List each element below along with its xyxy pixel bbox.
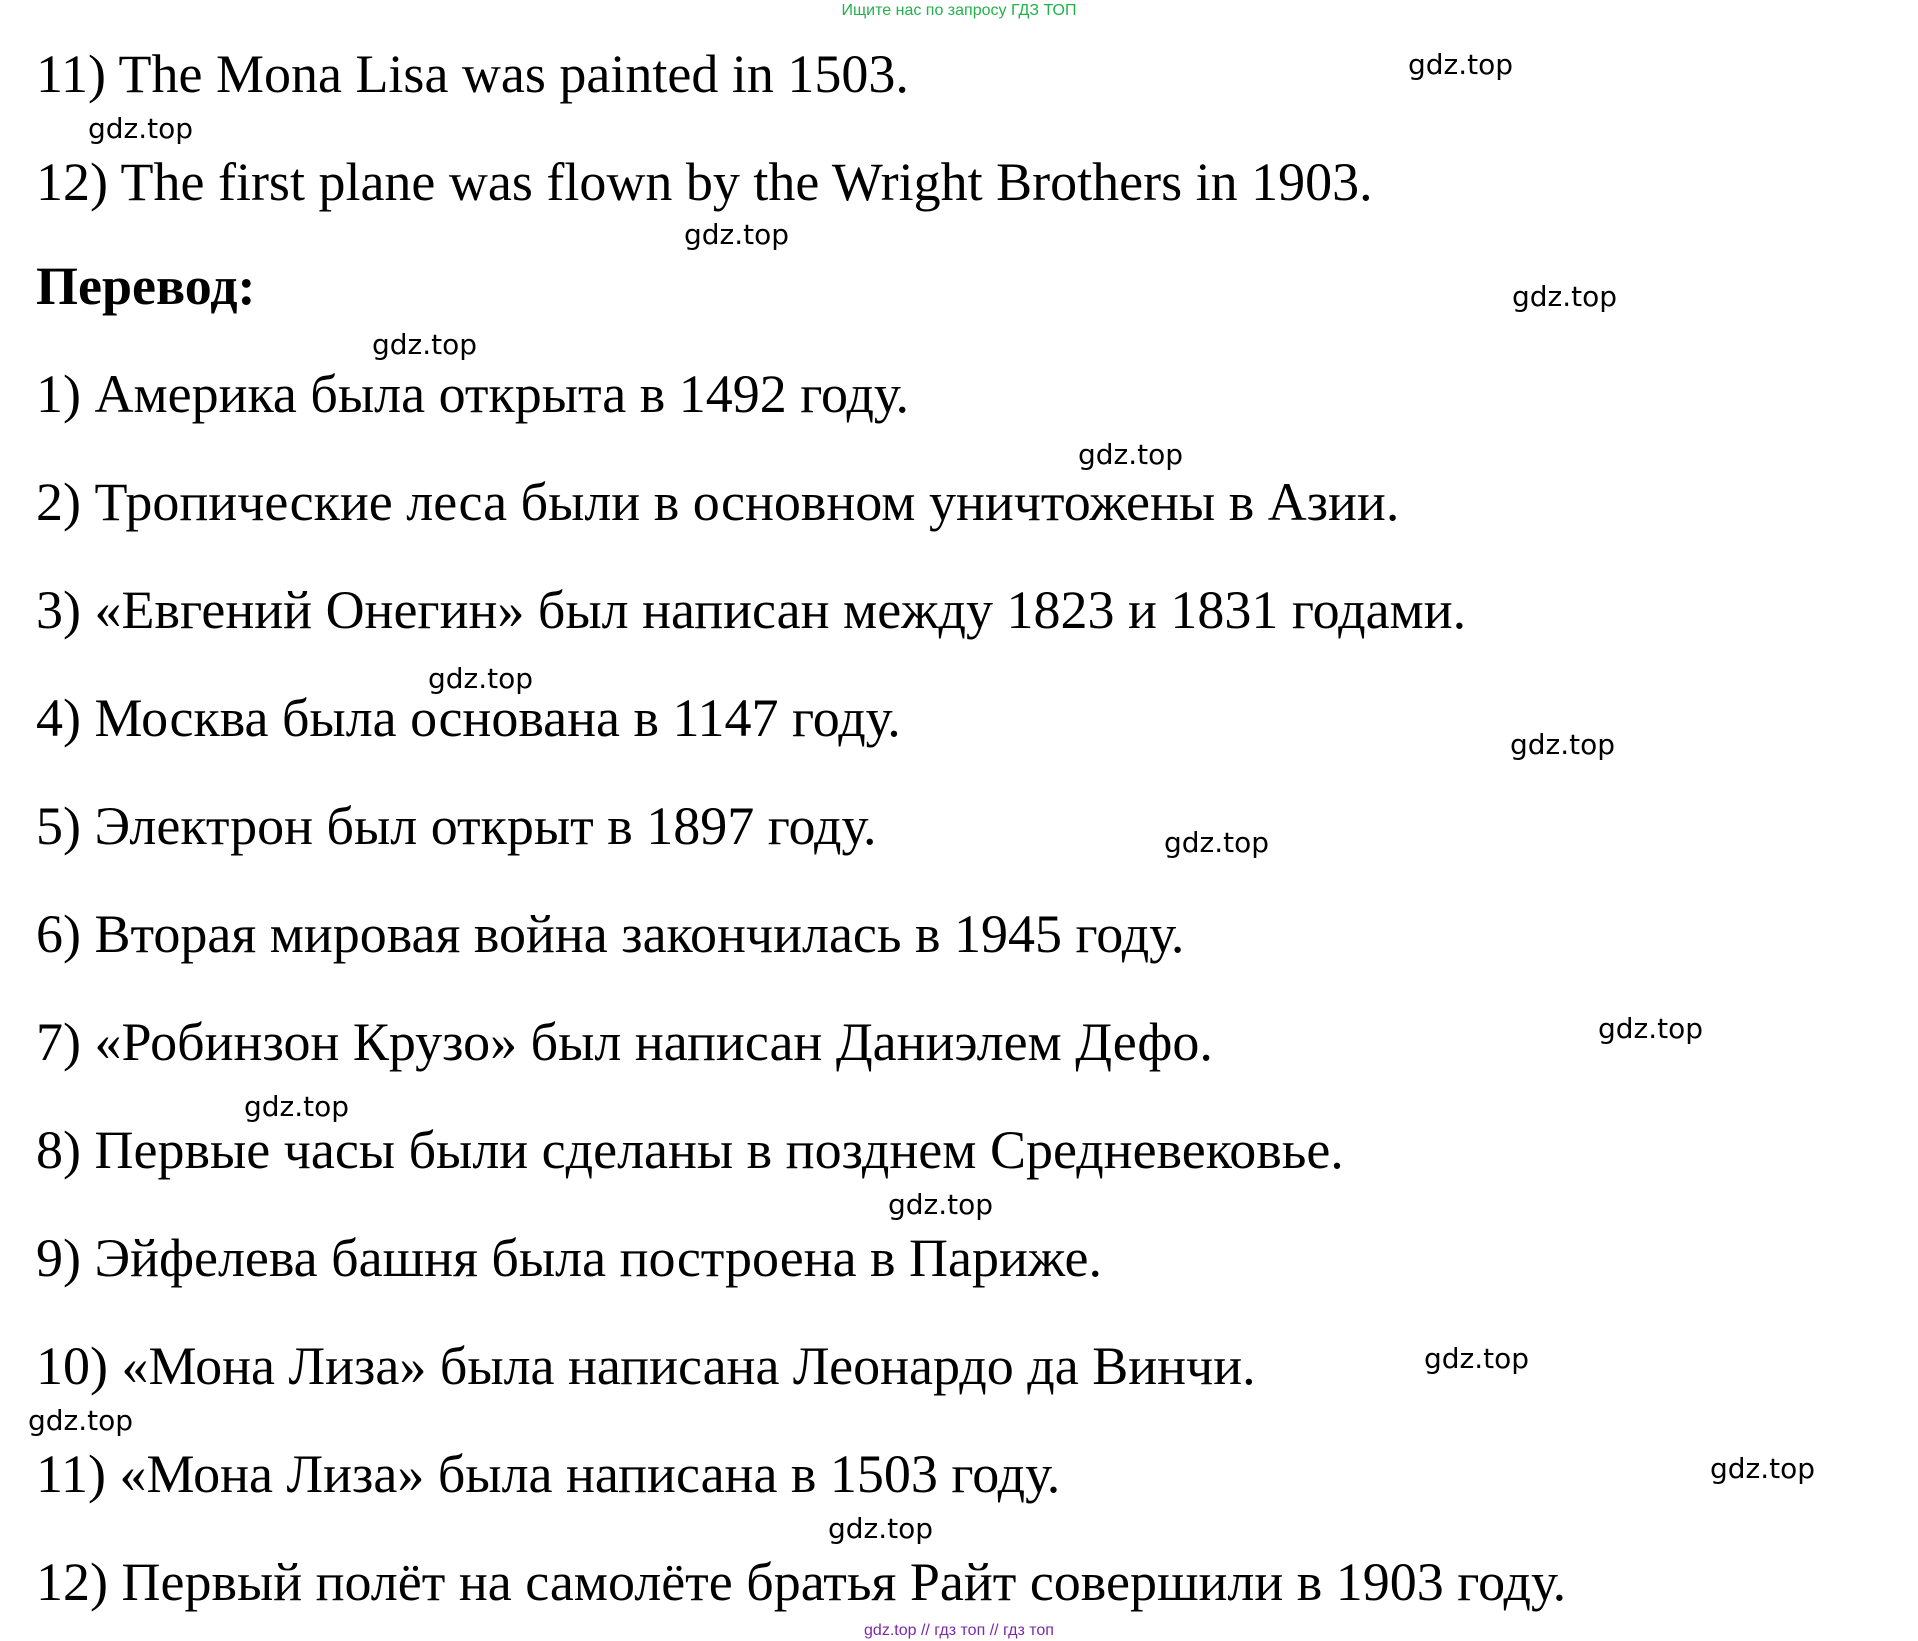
watermark: gdz.top — [684, 218, 790, 251]
english-sentence-12: 12) The first plane was flown by the Wright Brothers in 1903. — [36, 152, 1373, 212]
watermark: gdz.top — [1408, 48, 1514, 81]
watermark: gdz.top — [888, 1188, 994, 1221]
translation-line-1: 1) Америка была открыта в 1492 году. — [36, 364, 910, 424]
translation-line-8: 8) Первые часы были сделаны в позднем Средневековье. — [36, 1120, 1344, 1180]
watermark: gdz.top — [1710, 1452, 1816, 1485]
translation-line-4: 4) Москва была основана в 1147 году. — [36, 688, 901, 748]
watermark: gdz.top — [1164, 826, 1270, 859]
english-sentence-11: 11) The Mona Lisa was painted in 1503. — [36, 44, 909, 104]
translation-line-11: 11) «Мона Лиза» была написана в 1503 году. — [36, 1444, 1061, 1504]
translation-line-12: 12) Первый полёт на самолёте братья Райт совершили в 1903 году. — [36, 1552, 1567, 1612]
translation-line-5: 5) Электрон был открыт в 1897 году. — [36, 796, 877, 856]
watermark: gdz.top — [1424, 1342, 1530, 1375]
translation-line-10: 10) «Мона Лиза» была написана Леонардо да Винчи. — [36, 1336, 1256, 1396]
watermark: gdz.top — [1598, 1012, 1704, 1045]
top-banner: Ищите нас по запросу ГДЗ ТОП — [841, 2, 1077, 19]
watermark: gdz.top — [428, 662, 534, 695]
watermark: gdz.top — [1078, 438, 1184, 471]
translation-line-6: 6) Вторая мировая война закончилась в 1945 году. — [36, 904, 1185, 964]
watermark: gdz.top — [244, 1090, 350, 1123]
translation-heading: Перевод: — [36, 256, 256, 316]
translation-line-9: 9) Эйфелева башня была построена в Париже. — [36, 1228, 1102, 1288]
translation-line-3: 3) «Евгений Онегин» был написан между 1823 и 1831 годами. — [36, 580, 1467, 640]
translation-line-7: 7) «Робинзон Крузо» был написан Даниэлем Дефо. — [36, 1012, 1213, 1072]
translation-line-2: 2) Тропические леса были в основном уничтожены в Азии. — [36, 472, 1400, 532]
watermark: gdz.top — [372, 328, 478, 361]
watermark: gdz.top — [28, 1404, 134, 1437]
watermark: gdz.top — [1512, 280, 1618, 313]
footer-links: gdz.top // гдз топ // гдз топ — [864, 1622, 1054, 1639]
watermark: gdz.top — [88, 112, 194, 145]
watermark: gdz.top — [828, 1512, 934, 1545]
watermark: gdz.top — [1510, 728, 1616, 761]
